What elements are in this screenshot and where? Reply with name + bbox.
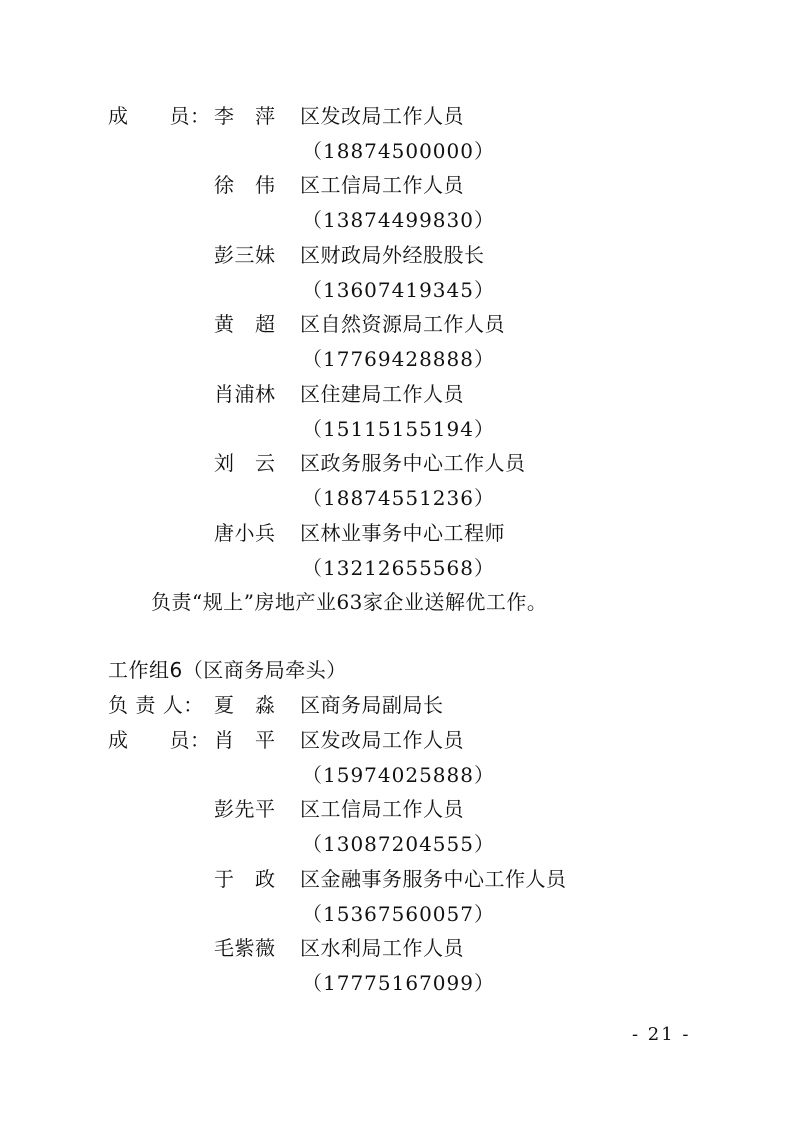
members-label: 成 员： xyxy=(108,728,211,752)
member-phone: （13874499830） xyxy=(302,208,495,232)
member-name: 徐 伟 xyxy=(214,173,276,197)
member-name: 于 政 xyxy=(214,867,276,891)
member-dept: 区住建局工作人员 xyxy=(300,382,464,406)
member-dept: 区发改局工作人员 xyxy=(300,104,464,128)
member-dept: 区政务服务中心工作人员 xyxy=(300,451,526,475)
member-dept: 区水利局工作人员 xyxy=(300,936,464,960)
member-name: 李 萍 xyxy=(214,104,276,128)
member-name: 肖 平 xyxy=(214,728,276,752)
section-heading: 工作组6（区商务局牵头） xyxy=(108,658,347,682)
responsibility-note: 负责“规上”房地产业63家企业送解优工作。 xyxy=(151,590,548,614)
member-phone: （17775167099） xyxy=(302,971,495,995)
member-phone: （13087204555） xyxy=(302,832,495,856)
member-dept: 区工信局工作人员 xyxy=(300,797,464,821)
member-name: 唐小兵 xyxy=(214,521,276,545)
member-dept: 区工信局工作人员 xyxy=(300,173,464,197)
member-name: 刘 云 xyxy=(214,451,276,475)
leader-name: 夏 淼 xyxy=(214,693,276,717)
members-label: 成 员： xyxy=(108,104,211,128)
member-phone: （17769428888） xyxy=(302,347,495,371)
member-name: 彭三妹 xyxy=(214,243,276,267)
member-dept: 区财政局外经股股长 xyxy=(300,243,485,267)
member-phone: （15974025888） xyxy=(302,763,495,787)
member-phone: （18874500000） xyxy=(302,139,495,163)
member-dept: 区金融事务服务中心工作人员 xyxy=(300,867,567,891)
page-number: - 21 - xyxy=(632,1024,691,1045)
member-dept: 区发改局工作人员 xyxy=(300,728,464,752)
member-name: 彭先平 xyxy=(214,797,276,821)
member-name: 肖浦林 xyxy=(214,382,276,406)
member-dept: 区自然资源局工作人员 xyxy=(300,312,505,336)
leader-dept: 区商务局副局长 xyxy=(300,693,444,717)
member-phone: （15367560057） xyxy=(302,902,495,926)
member-dept: 区林业事务中心工程师 xyxy=(300,521,505,545)
member-phone: （18874551236） xyxy=(302,486,495,510)
member-name: 黄 超 xyxy=(214,312,276,336)
member-phone: （15115155194） xyxy=(302,417,495,441)
member-phone: （13607419345） xyxy=(302,278,495,302)
leader-label: 负 责 人： xyxy=(108,693,204,717)
member-phone: （13212655568） xyxy=(302,556,495,580)
member-name: 毛紫薇 xyxy=(214,936,276,960)
